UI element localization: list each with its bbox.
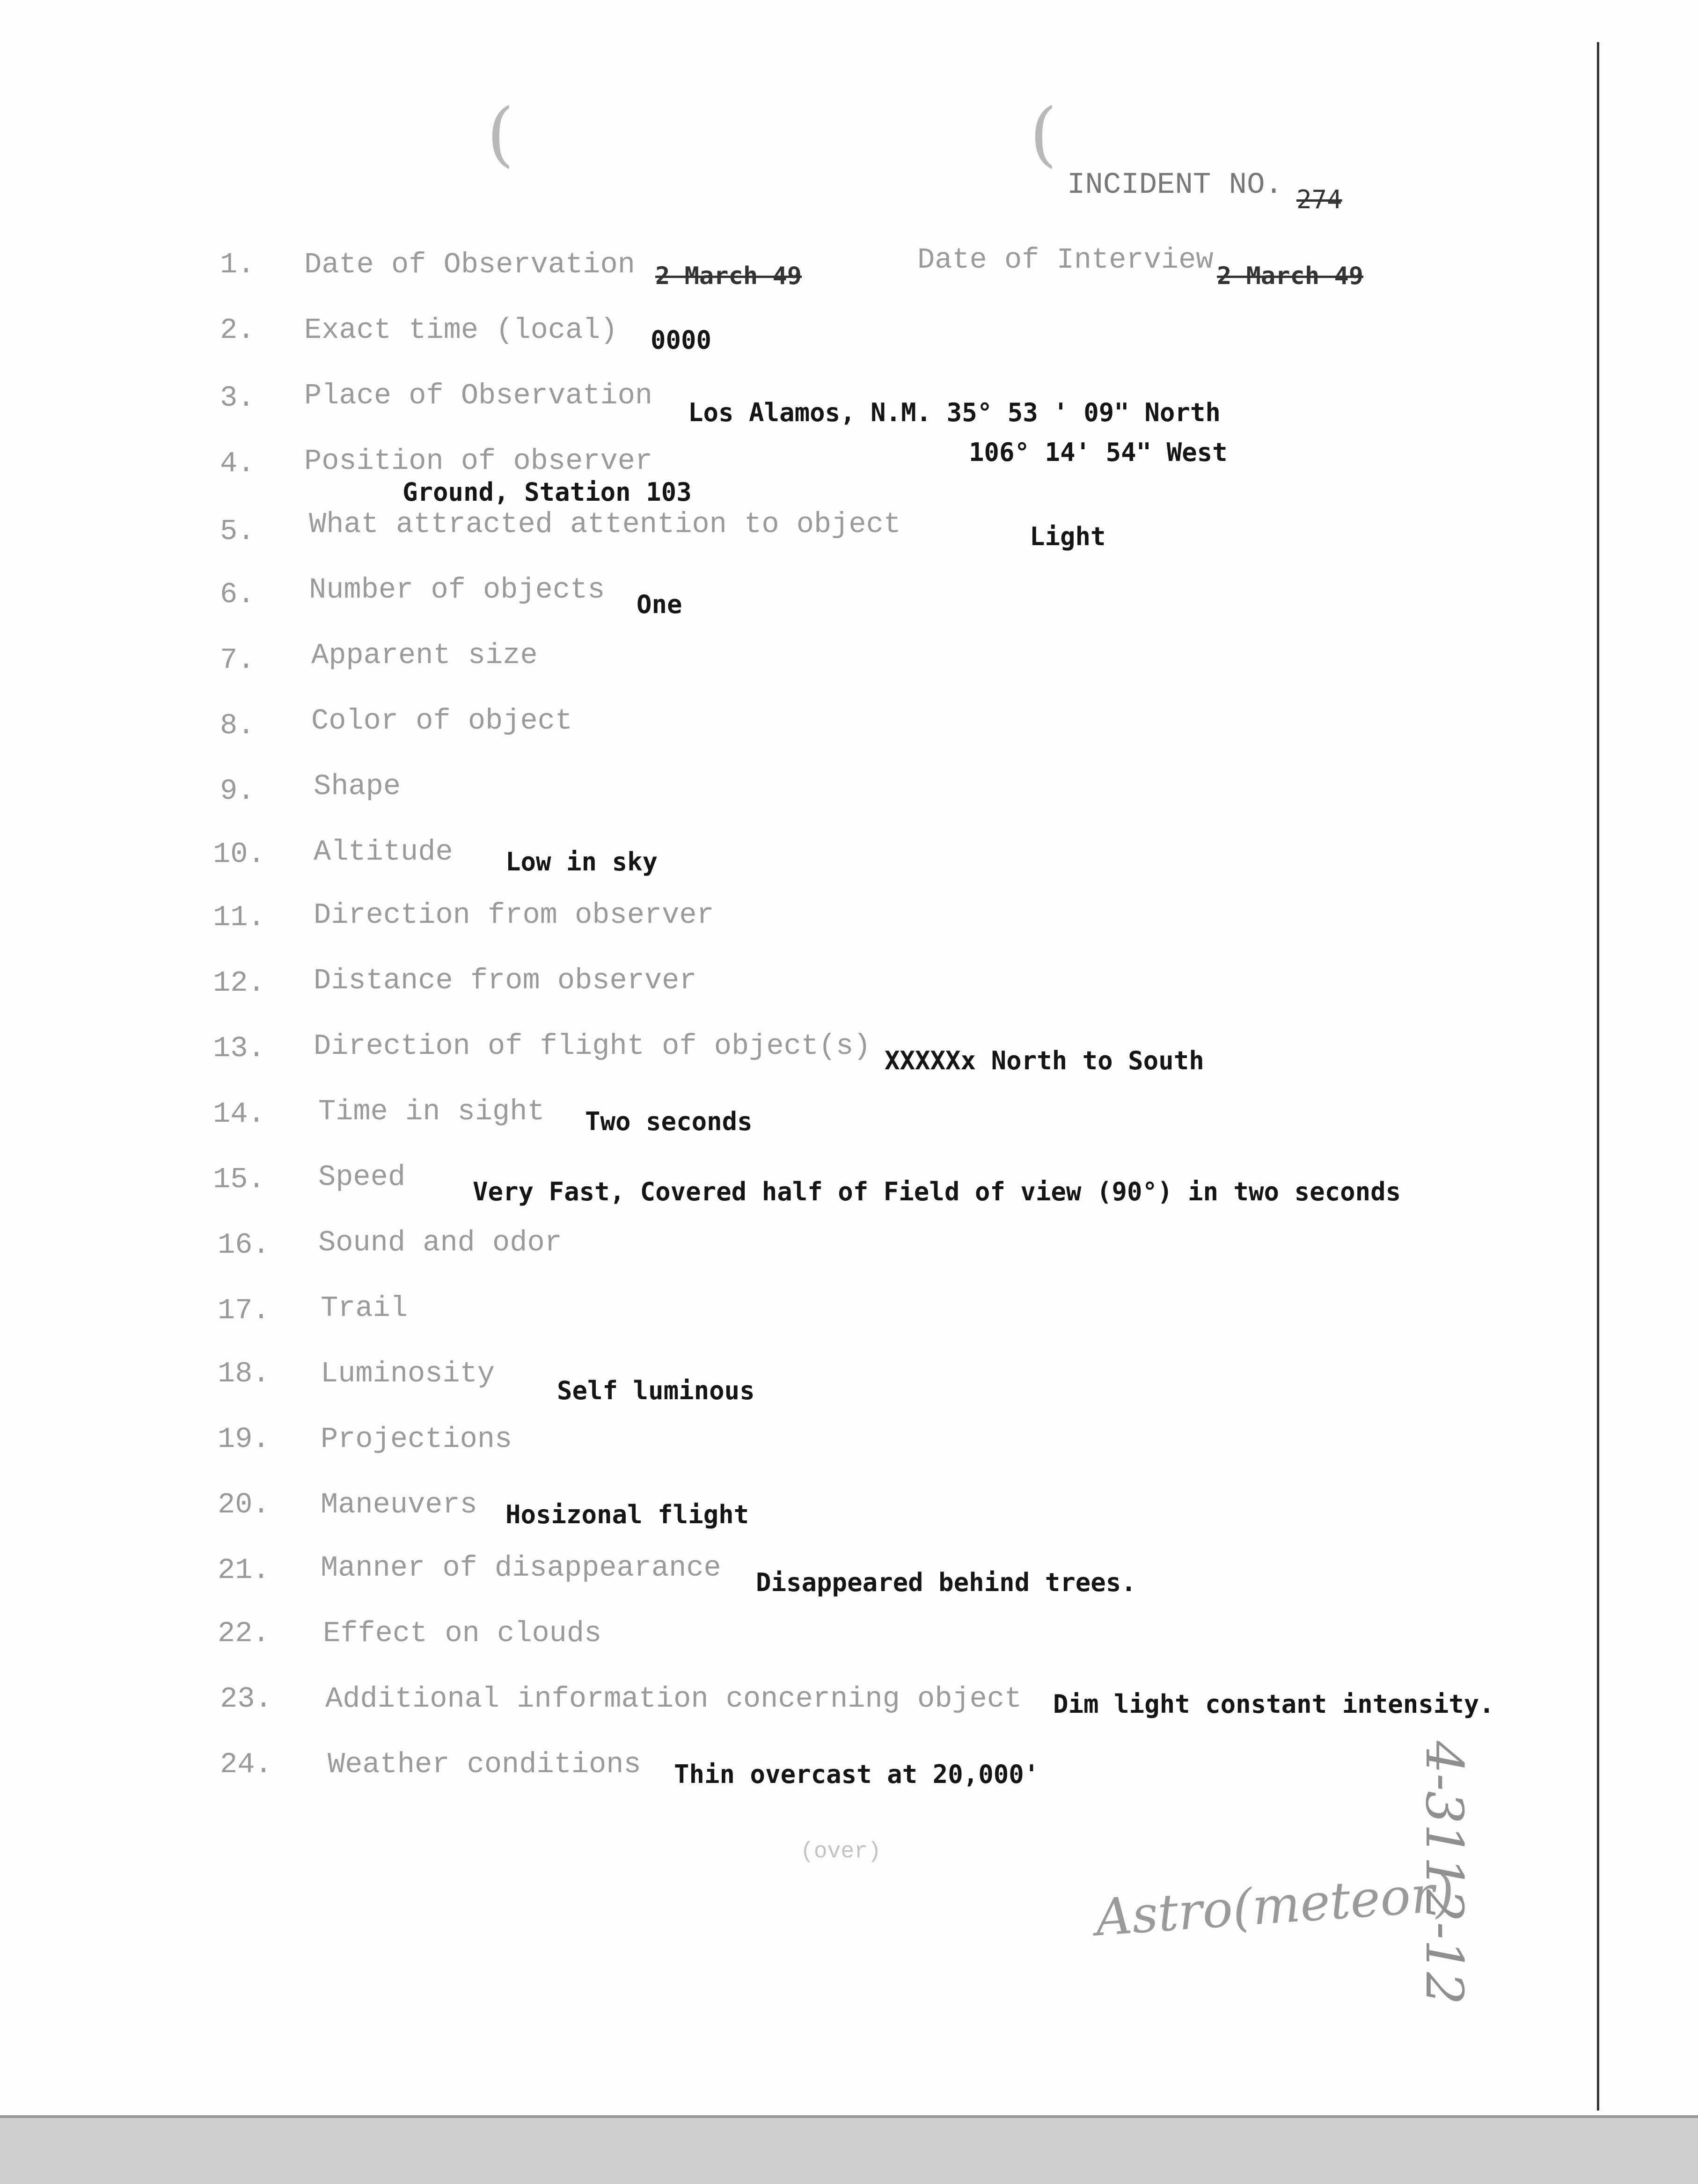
item-label: What attracted attention to object [309,508,901,541]
date-of-observation-value: 2 March 49 [655,262,802,290]
margin-code: 4-3112-12 [1414,1741,1474,2005]
date-of-interview-label: Date of Interview [917,243,1214,277]
weather-conditions-value: Thin overcast at 20,000' [674,1760,1039,1789]
item-number: 18. [218,1357,270,1390]
handwritten-note: Astro(meteor) [1093,1864,1456,1948]
item-label: Exact time (local) [304,314,618,347]
direction-of-flight-value: XXXXXx North to South [885,1046,1204,1075]
item-number: 24. [220,1748,272,1781]
item-label: Direction of flight of object(s) [314,1030,871,1063]
item-number: 11. [213,901,265,934]
item-label: Distance from observer [314,964,697,997]
time-in-sight-value: Two seconds [585,1107,753,1136]
item-number: 2. [220,314,255,347]
item-number: 7. [220,643,255,677]
item-number: 16. [218,1228,270,1262]
page-edge-right [1597,42,1599,2111]
page-edge-bottom [0,2115,1698,2184]
item-number: 6. [220,578,255,611]
item-number: 23. [220,1682,272,1716]
item-label: Time in sight [318,1095,545,1128]
manner-of-disappearance-value: Disappeared behind trees. [756,1568,1136,1597]
item-number: 12. [213,966,265,1000]
number-of-objects-value: One [637,590,682,619]
maneuvers-value: Hosizonal flight [505,1500,749,1529]
item-number: 21. [218,1554,270,1587]
item-label: Position of observer [304,445,653,478]
item-label: Weather conditions [328,1748,641,1781]
item-label: Effect on clouds [323,1617,602,1650]
item-label: Additional information concerning object [325,1682,1022,1716]
item-number: 14. [213,1097,265,1131]
item-label: Manner of disappearance [321,1551,721,1585]
incident-label: INCIDENT NO. [1067,168,1283,202]
item-label: Date of Observation [304,248,635,281]
paper-smudge: ( [1030,94,1057,175]
item-label: Sound and odor [318,1226,562,1259]
attention-value: Light [1030,522,1106,551]
item-label: Speed [318,1161,406,1194]
item-label: Color of object [311,704,573,738]
item-number: 10. [213,838,265,871]
incident-number: 274 [1296,185,1342,214]
item-number: 5. [220,515,255,548]
item-number: 4. [220,447,255,480]
item-label: Maneuvers [321,1488,477,1521]
item-number: 8. [220,709,255,742]
item-label: Direction from observer [314,898,714,932]
speed-value: Very Fast, Covered half of Field of view (90°) in two seconds [473,1177,1401,1206]
luminosity-value: Self luminous [557,1376,755,1405]
over-note: (over) [800,1839,881,1864]
item-label: Projections [321,1423,512,1456]
item-label: Trail [321,1292,408,1325]
position-of-observer-value: Ground, Station 103 [403,477,692,507]
item-number: 15. [213,1163,265,1196]
item-number: 1. [220,248,255,281]
place-of-observation-value: Los Alamos, N.M. 35° 53 ' 09" North [688,398,1221,427]
item-number: 19. [218,1423,270,1456]
item-label: Altitude [314,835,453,869]
place-longitude-value: 106° 14' 54" West [969,438,1228,467]
item-label: Number of objects [309,573,605,606]
date-of-interview-value: 2 March 49 [1217,262,1364,290]
item-label: Place of Observation [304,379,653,412]
item-label: Apparent size [311,639,538,672]
additional-information-value: Dim light constant intensity. [1053,1689,1494,1719]
item-label: Shape [314,770,401,803]
item-number: 9. [220,774,255,808]
page-edge-bottom-line [0,2115,1698,2118]
altitude-value: Low in sky [505,847,658,877]
exact-time-value: 0000 [651,325,712,355]
item-number: 22. [218,1617,270,1650]
item-number: 20. [218,1488,270,1521]
item-number: 17. [218,1294,270,1327]
item-number: 13. [213,1032,265,1065]
paper-smudge: ( [487,94,514,175]
item-label: Luminosity [321,1357,495,1390]
item-number: 3. [220,381,255,415]
